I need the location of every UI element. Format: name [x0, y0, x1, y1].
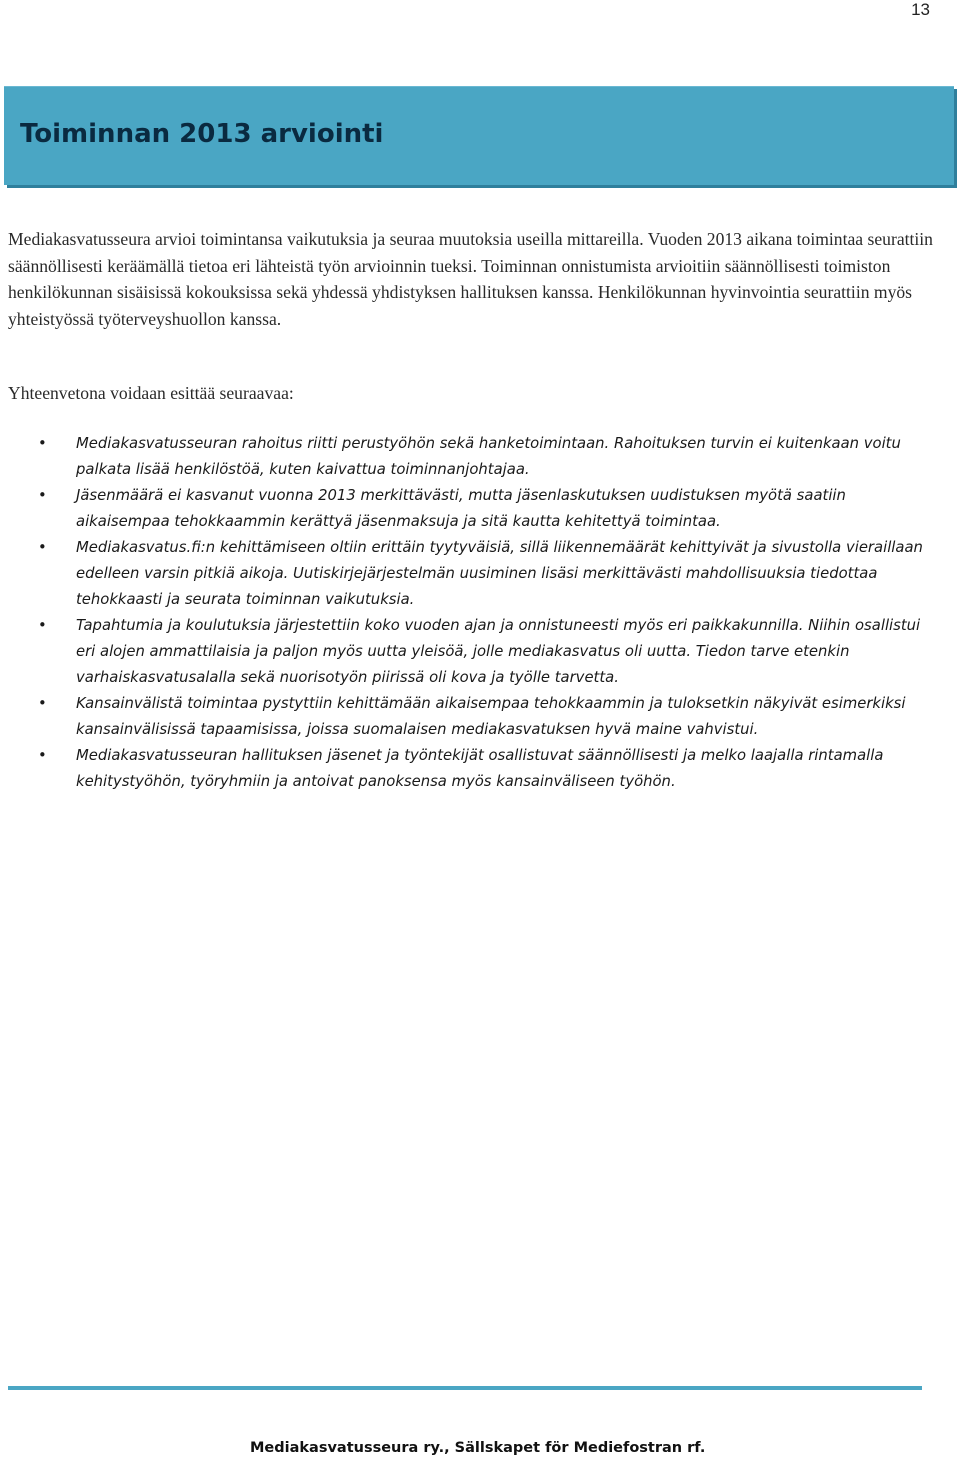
bullet-icon: • [38, 487, 47, 504]
page-number: 13 [911, 0, 930, 19]
title-banner [4, 86, 954, 185]
list-item [0, 743, 940, 795]
list-item-text: Jäsenmäärä ei kasvanut vuonna 2013 merkittävästi, mutta jäsenlaskutuksen uudistuksen myötä saatiin aikaisempaa tehokkaammin kerättyä jäsenmaksuja ja sitä kautta kehitettyä toimintaa. [76, 487, 846, 530]
list-item [0, 431, 940, 483]
summary-lead: Yhteenvetona voidaan esittää seuraavaa: [8, 383, 294, 403]
list-item-text: Mediakasvatusseuran hallituksen jäsenet ja työntekijät osallistuvat säännöllisesti ja melko laajalla rintamalla kehitystyöhön, työryhmiin ja antoivat panoksensa myös kansainväliseen työhön. [76, 747, 884, 790]
bullet-icon: • [38, 617, 47, 634]
intro-paragraph: Mediakasvatusseura arvioi toimintansa vaikutuksia ja seuraa muutoksia useilla mittareilla. Vuoden 2013 aikana toimintaa seurattiin säännöllisesti keräämällä tietoa eri lähteistä työn arvioinnin tueksi. Toiminnan onnistumista arvioitiin säännöllisesti toimiston henkilökunnan sisäisissä kokouksissa sekä yhdessä yhdistyksen hallituksen kanssa. Henkilökunnan hyvinvointia seurattiin myös yhteistyössä työterveyshuollon kanssa. [8, 229, 933, 329]
footer-divider [8, 1386, 922, 1390]
list-item-text: Mediakasvatus.fi:n kehittämiseen oltiin erittäin tyytyväisiä, sillä liikennemäärät kehittyivät ja sivustolla vieraillaan edelleen varsin pitkiä aikoja. Uutiskirjejärjestelmän uusiminen lisäsi merkittävästi mahdollisuuksia tiedottaa tehokkaasti ja seurata toiminnan vaikutuksia. [76, 539, 923, 608]
bullet-icon: • [38, 747, 47, 764]
summary-list [0, 431, 940, 795]
list-item [0, 613, 940, 691]
bullet-icon: • [38, 539, 47, 556]
list-item [0, 691, 940, 743]
list-item-text: Tapahtumia ja koulutuksia järjestettiin koko vuoden ajan ja onnistuneesti myös eri paikkakunnilla. Niihin osallistui eri alojen ammattilaisia ja paljon myös uutta yleisöä, jolle mediakasvatus oli uutta. Tiedon tarve etenkin varhaiskasvatusalalla sekä nuorisotyön piirissä oli kova ja työlle tarvetta. [76, 617, 921, 686]
list-item-text: Kansainvälistä toimintaa pystyttiin kehittämään aikaisempaa tehokkaammin ja tuloksetkin näkyivät esimerkiksi kansainvälisissä tapaamisissa, joissa suomalaisen mediakasvatuksen hyvä maine vahvistui. [76, 695, 906, 738]
footer-text: Mediakasvatusseura ry., Sällskapet för Mediefostran rf. [250, 1440, 706, 1456]
list-item [0, 535, 940, 613]
list-item [0, 483, 940, 535]
bullet-icon: • [38, 435, 47, 452]
page-title: Toiminnan 2013 arviointi [20, 119, 384, 149]
bullet-icon: • [38, 695, 47, 712]
list-item-text: Mediakasvatusseuran rahoitus riitti perustyöhön sekä hanketoimintaan. Rahoituksen turvin ei kuitenkaan voitu palkata lisää henkilöstöä, kuten kaivattua toiminnanjohtajaa. [76, 435, 901, 478]
